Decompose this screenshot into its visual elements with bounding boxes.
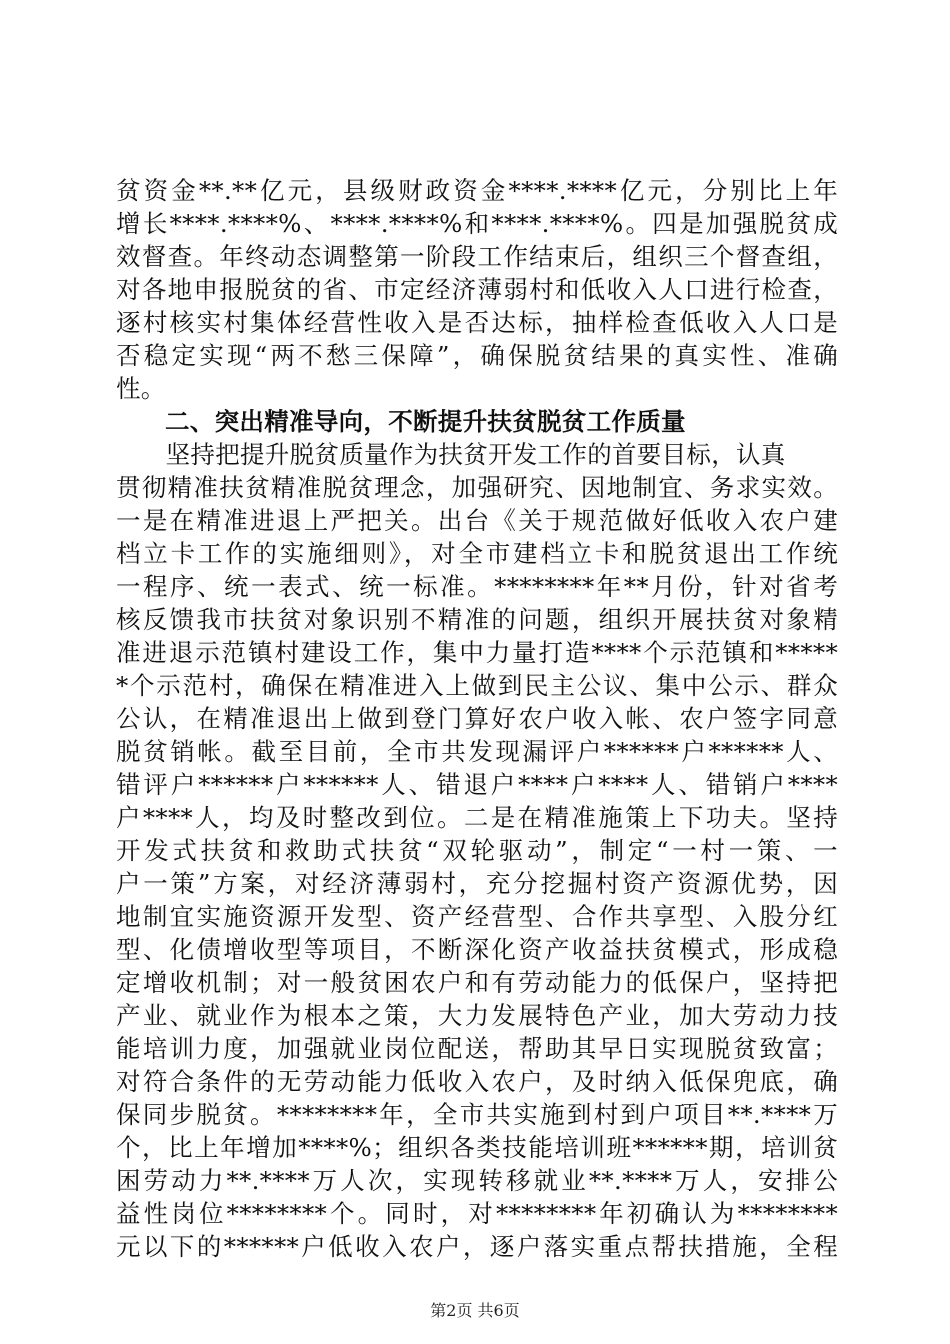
body-line: 公认，在精准退出上做到登门算好农户收入帐、农户签字同意 [116, 704, 838, 733]
body-line: 贫资金**.**亿元，县级财政资金****.****亿元，分别比上年 [116, 176, 838, 205]
body-line: 脱贫销帐。截至目前，全市共发现漏评户******户******人、 [116, 737, 838, 766]
section-heading: 二、突出精准导向，不断提升扶贫脱贫工作质量 [165, 407, 686, 436]
body-line: 元以下的******户低收入农户，逐户落实重点帮扶措施，全程 [116, 1232, 838, 1261]
body-line: 档立卡工作的实施细则》，对全市建档立卡和脱贫退出工作统 [116, 539, 838, 568]
body-line: 地制宜实施资源开发型、资产经营型、合作共享型、入股分红 [116, 902, 838, 931]
body-line: 逐村核实村集体经营性收入是否达标，抽样检查低收入人口是 [116, 308, 838, 337]
body-line: 否稳定实现“两不愁三保障”，确保脱贫结果的真实性、准确 [116, 341, 838, 370]
body-line: 效督查。年终动态调整第一阶段工作结束后，组织三个督查组， [116, 242, 838, 271]
page-footer: 第2页 共6页 [430, 1301, 520, 1320]
body-line: 对各地申报脱贫的省、市定经济薄弱村和低收入人口进行检查， [116, 275, 838, 304]
body-line: 贯彻精准扶贫精准脱贫理念，加强研究、因地制宜、务求实效。 [116, 473, 838, 502]
body-line: 困劳动力**.****万人次，实现转移就业**.****万人，安排公 [116, 1166, 838, 1195]
body-line: 错评户******户******人、错退户****户****人、错销户**** [116, 770, 838, 799]
document-body [116, 174, 838, 1263]
body-line: 对符合条件的无劳动能力低收入农户，及时纳入低保兜底，确 [116, 1067, 838, 1096]
body-line: 性。 [116, 374, 166, 403]
body-line: 一是在精准进退上严把关。出台《关于规范做好低收入农户建 [116, 506, 838, 535]
body-line: 核反馈我市扶贫对象识别不精准的问题，组织开展扶贫对象精 [116, 605, 838, 634]
body-line: 户****人，均及时整改到位。二是在精准施策上下功夫。坚持 [116, 803, 838, 832]
body-line: 户一策”方案，对经济薄弱村，充分挖掘村资产资源优势，因 [116, 869, 838, 898]
body-line: 定增收机制；对一般贫困农户和有劳动能力的低保户，坚持把 [116, 968, 838, 997]
body-line: 坚持把提升脱贫质量作为扶贫开发工作的首要目标，认真 [116, 440, 786, 469]
body-line: 产业、就业作为根本之策，大力发展特色产业，加大劳动力技 [116, 1001, 838, 1030]
body-line: *个示范村，确保在精准进入上做到民主公议、集中公示、群众 [116, 671, 838, 700]
body-line: 增长****.****%、****.****%和****.****%。四是加强脱贫成 [116, 209, 838, 238]
body-line: 能培训力度，加强就业岗位配送，帮助其早日实现脱贫致富； [116, 1034, 838, 1063]
body-line: 一程序、统一表式、统一标准。********年**月份，针对省考 [116, 572, 838, 601]
body-line: 开发式扶贫和救助式扶贫“双轮驱动”，制定“一村一策、一 [116, 836, 838, 865]
body-line: 个，比上年增加****%；组织各类技能培训班******期，培训贫 [116, 1133, 838, 1162]
body-line: 益性岗位********个。同时，对********年初确认为******** [116, 1199, 838, 1228]
body-line: 型、化债增收型等项目，不断深化资产收益扶贫模式，形成稳 [116, 935, 838, 964]
body-line: 保同步脱贫。********年，全市共实施到村到户项目**.****万 [116, 1100, 838, 1129]
body-line: 准进退示范镇村建设工作，集中力量打造****个示范镇和***** [116, 638, 838, 667]
